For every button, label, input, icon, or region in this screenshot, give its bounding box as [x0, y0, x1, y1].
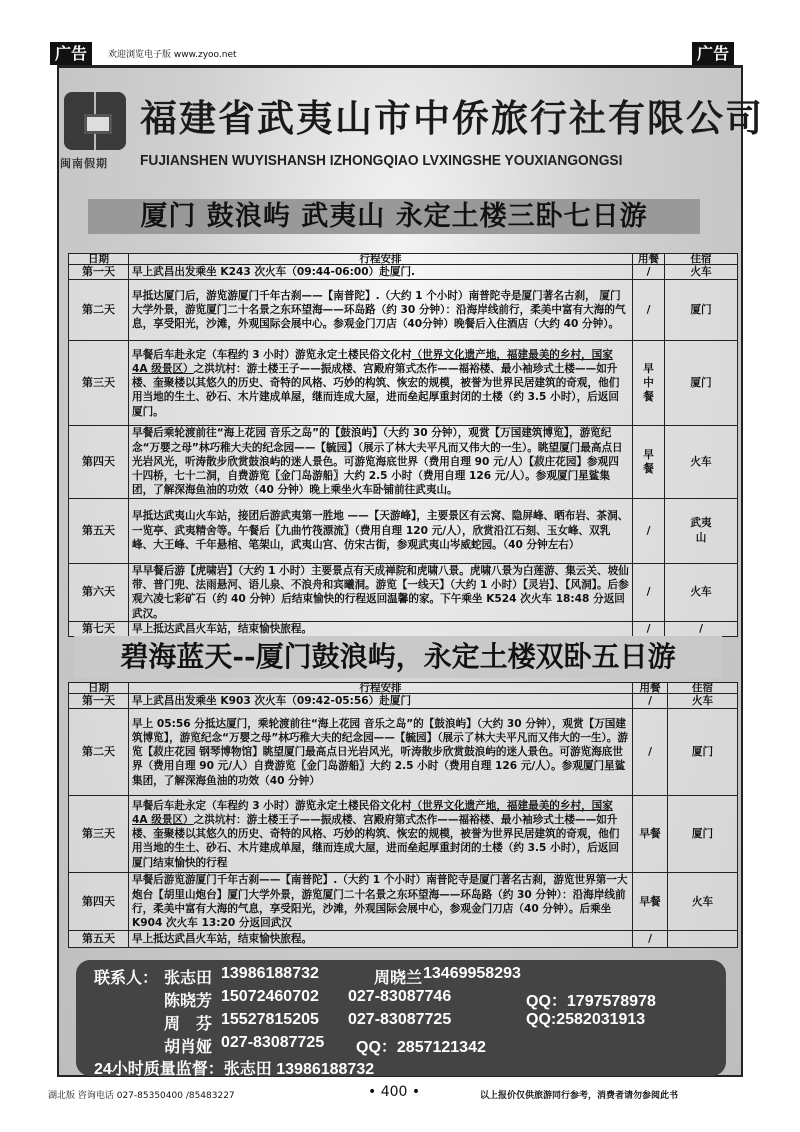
contact-qq: QQ：2857121342 — [356, 1039, 486, 1056]
col-meal: 用餐 — [633, 683, 668, 694]
contact-qq: QQ：1797578978 — [526, 993, 656, 1010]
tour1-title: 厦门 鼓浪屿 武夷山 永定土楼三卧七日游 — [88, 199, 700, 234]
table-row — [69, 426, 738, 498]
schedule-part: 之洪坑村：游土楼王子——振成楼、宫殿府第式杰作——福裕楼、最小袖珍式土楼——如升楼、奎聚楼以其悠久的历史、奇特的风格、巧妙的构筑、恢宏的规模，被誉为世界民居建筑的奇观，他们用当地的生土、砂石、木片建成单屋，继而连成大屋，进而垒起厚重封闭的土楼（约 3.5 小时），后返回厦门。 — [132, 362, 620, 418]
col-schedule: 行程安排 — [129, 683, 633, 694]
table-row — [69, 621, 738, 636]
schedule — [129, 796, 633, 873]
stay: 厦门 — [665, 280, 738, 341]
contact-tel: 027-83087725 — [221, 1034, 325, 1051]
stay: 火车 — [668, 873, 738, 931]
day: 第五天 — [69, 931, 129, 948]
stay: 火车 — [665, 426, 738, 498]
col-stay: 住宿 — [665, 254, 738, 265]
table-row — [69, 265, 738, 280]
stay: 火车 — [668, 694, 738, 709]
quality-supervision: 24小时质量监督：张志田 13986188732 — [94, 1061, 375, 1078]
schedule — [129, 341, 633, 426]
meal: 早中餐 — [643, 363, 654, 404]
day: 第二天 — [69, 280, 129, 341]
table-row — [69, 341, 738, 426]
contact-label: 联系人： — [94, 970, 159, 987]
schedule: 早上武昌出发乘坐 K903 次火车（09:42-05:56）赴厦门 — [129, 694, 633, 709]
day: 第二天 — [69, 709, 129, 796]
stay: 武夷山 — [690, 517, 712, 544]
meal: / — [633, 280, 665, 341]
day: 第三天 — [69, 796, 129, 873]
schedule-underlined: （世界文化遗产地，福建最美的乡村，国家 4A 级景区） — [132, 348, 613, 375]
meal: / — [633, 265, 665, 280]
contact-qq: QQ:2582031913 — [526, 1011, 646, 1028]
contact-name: 周 芬 — [164, 1016, 213, 1033]
stay: / — [665, 621, 738, 636]
table-row — [69, 498, 738, 563]
stay: 厦门 — [665, 341, 738, 426]
day: 第七天 — [69, 621, 129, 636]
contact-tel: 027-83087746 — [348, 988, 452, 1005]
col-date: 日期 — [69, 254, 129, 265]
meal: / — [633, 563, 665, 621]
contact-phone: 15527815205 — [221, 1011, 319, 1028]
schedule: 早抵达武夷山火车站，接团后游武夷第一胜地 ——【天游峰】，主要景区有云窝、隐屏峰、晒布岩、茶洞、一览亭、武夷精舍等。午餐后〖九曲竹筏漂流〗（费用自理 120 元/人），欣赏沿江石刻、玉女峰、双乳峰、大王峰、千年悬棺、笔架山，武夷山宫、仿宋古街，参观武夷山岑威蛇园。（40 分钟左右） — [129, 498, 633, 563]
table-row — [69, 709, 738, 796]
col-stay: 住宿 — [668, 683, 738, 694]
day: 第三天 — [69, 341, 129, 426]
company-pinyin: FUJIANSHEN WUYISHANSH IZHONGQIAO LVXINGSHE YOUXIANGONGSI — [140, 153, 623, 169]
contact-phone: 13469958293 — [423, 965, 521, 982]
tour2-title: 碧海蓝天--厦门鼓浪屿，永定土楼双卧五日游 — [74, 636, 722, 678]
table-row — [69, 694, 738, 709]
table-row — [69, 873, 738, 931]
contact-tel: 027-83087725 — [348, 1011, 452, 1028]
contact-name: 胡肖娅 — [164, 1039, 213, 1056]
day: 第一天 — [69, 265, 129, 280]
table-header — [69, 254, 738, 265]
day: 第五天 — [69, 498, 129, 563]
col-meal: 用餐 — [633, 254, 665, 265]
contact-name: 张志田 — [164, 970, 213, 987]
footer-left: 湖北版 咨询电话 027-85350400 /85483227 — [48, 1091, 235, 1101]
day: 第四天 — [69, 873, 129, 931]
stay — [668, 931, 738, 948]
col-date: 日期 — [69, 683, 129, 694]
schedule: 早餐后游览游厦门千年古刹——【南普陀】.（大约 1 个小时）南普陀寺是厦门著名古刹，游览世界第一大炮台【胡里山炮台】厦门大学外景，游览厦门二十名景之东环望海——环岛路（约 30 分钟）：沿海岸线前行，柔美中富有大海的气息，享受阳光，沙滩，外观国际会展中心，参观金门刀店（40 分钟）。后乘坐 K904 次火车 13:20 分返回武汉 — [129, 873, 633, 931]
ad-label-right: 广告 — [692, 42, 734, 65]
table-row — [69, 280, 738, 341]
contact-phone: 15072460702 — [221, 988, 319, 1005]
contact-box — [76, 960, 726, 1076]
company-name: 福建省武夷山市中侨旅行社有限公司 — [140, 97, 764, 140]
col-schedule: 行程安排 — [129, 254, 633, 265]
stay: 厦门 — [668, 709, 738, 796]
tour2-itinerary-table — [68, 682, 738, 948]
schedule: 早抵达厦门后，游览游厦门千年古刹——【南普陀】.（大约 1 个小时）南普陀寺是厦门著名古刹， 厦门大学外景，游览厦门二十名景之东环望海——环岛路（约 30 分钟）：沿海岸线前行，柔美中富有大海的气息，享受阳光，沙滩，外观国际会展中心。参观金门刀店（40分钟）晚餐后入住酒店（大约 40 分钟）。 — [129, 280, 633, 341]
schedule-part: 之洪坑村：游土楼王子——振成楼、宫殿府第式杰作——福裕楼、最小袖珍式土楼——如升楼、奎聚楼以其悠久的历史、奇特的风格、巧妙的构筑、恢宏的规模，被誉为世界民居建筑的奇观，他们用当地的生土、砂石、木片建成单屋，继而连成大屋，进而垒起厚重封闭的土楼（约 3.5 小时），后返回厦门结束愉快的行程 — [132, 813, 620, 869]
schedule: 早上 05:56 分抵达厦门，乘轮渡前往“海上花园 音乐之岛”的【鼓浪屿】（大约 30 分钟），观赏【万国建筑博览】，游览纪念“万婴之母”林巧稚大夫的纪念园——【毓园】（展示了林大夫平凡而又伟大的一生）。游览【菽庄花园 钢琴博物馆】眺望厦门最高点日光岩风光，听涛散步欣赏鼓浪屿的迷人景色。可游览海底世界（费用自理 90 元/人）自费游览〖金门岛游船〗大约 2.5 小时（费用自理 126 元/人）。参观厦门星鲨集团，了解深海鱼油的功效（40 分钟） — [129, 709, 633, 796]
company-logo-icon — [64, 92, 126, 150]
page-number: • 400 • — [368, 1084, 421, 1100]
meal: / — [633, 621, 665, 636]
contact-name: 陈晓芳 — [164, 993, 213, 1010]
schedule-part: 早餐后车赴永定（车程约 3 小时）游览永定土楼民俗文化村 — [132, 348, 412, 361]
schedule: 早早餐后游【虎啸岩】（大约 1 小时）主要景点有天成禅院和虎啸八景。虎啸八景为白莲游、集云关、坡仙带、普门兜、法雨悬河、语儿泉、不浪舟和宾曦洞。游览【一线天】（大约 1 小时）【灵岩】、【风洞】。后参观六凌七彩矿石（约 40 分钟）后结束愉快的行程返回温馨的家。下午乘坐 K524 次火车 18:48 分返回武汉。 — [129, 563, 633, 621]
tour1-itinerary-table — [68, 253, 738, 637]
stay: 火车 — [665, 265, 738, 280]
stay: 厦门 — [668, 796, 738, 873]
meal: / — [633, 709, 668, 796]
schedule: 早上抵达武昌火车站，结束愉快旅程。 — [129, 621, 633, 636]
site-url-text: 欢迎浏览电子版 www.zyoo.net — [108, 50, 237, 60]
schedule: 早餐后乘轮渡前往“海上花园 音乐之岛”的【鼓浪屿】（大约 30 分钟），观赏【万国建筑博览】，游览纪念“万婴之母”林巧稚大夫的纪念园——【毓园】（展示了林大夫平凡而又伟大的一生）。眺望厦门最高点日光岩风光，听涛散步欣赏鼓浪屿的迷人景色。可游览海底世界（费用自理 90 元/人）【菽庄花园】参观四十四桥，七十二洞，自费游览〖金门岛游船〗大约 2.5 小时（费用自理 126 元/人）。参观厦门星鲨集团，了解深海鱼油的功效（40 分钟）晚上乘坐火车卧铺前往武夷山。 — [129, 426, 633, 498]
footer-disclaimer: 以上报价仅供旅游同行参考，消费者请勿参阅此书 — [480, 1091, 679, 1101]
day: 第四天 — [69, 426, 129, 498]
table-row — [69, 796, 738, 873]
stay: 火车 — [665, 563, 738, 621]
meal: 早餐 — [633, 873, 668, 931]
logo-caption: 闽南假期 — [60, 157, 108, 170]
meal: 早餐 — [633, 796, 668, 873]
day: 第一天 — [69, 694, 129, 709]
day: 第六天 — [69, 563, 129, 621]
schedule-underlined: （世界文化遗产地，福建最美的乡村，国家 4A 级景区） — [132, 799, 613, 826]
schedule-part: 早餐后车赴永定（车程约 3 小时）游览永定土楼民俗文化村 — [132, 799, 412, 812]
meal: / — [633, 931, 668, 948]
meal: / — [633, 694, 668, 709]
table-row — [69, 563, 738, 621]
schedule: 早上武昌出发乘坐 K243 次火车（09:44-06:00）赴厦门. — [129, 265, 633, 280]
meal: / — [633, 498, 665, 563]
contact-phone: 13986188732 — [221, 965, 319, 982]
schedule: 早上抵达武昌火车站，结束愉快旅程。 — [129, 931, 633, 948]
contact-name: 周晓兰 — [374, 970, 423, 987]
ad-label-left: 广告 — [50, 42, 92, 65]
table-row — [69, 931, 738, 948]
table-header — [69, 683, 738, 694]
meal: 早餐 — [643, 448, 654, 475]
